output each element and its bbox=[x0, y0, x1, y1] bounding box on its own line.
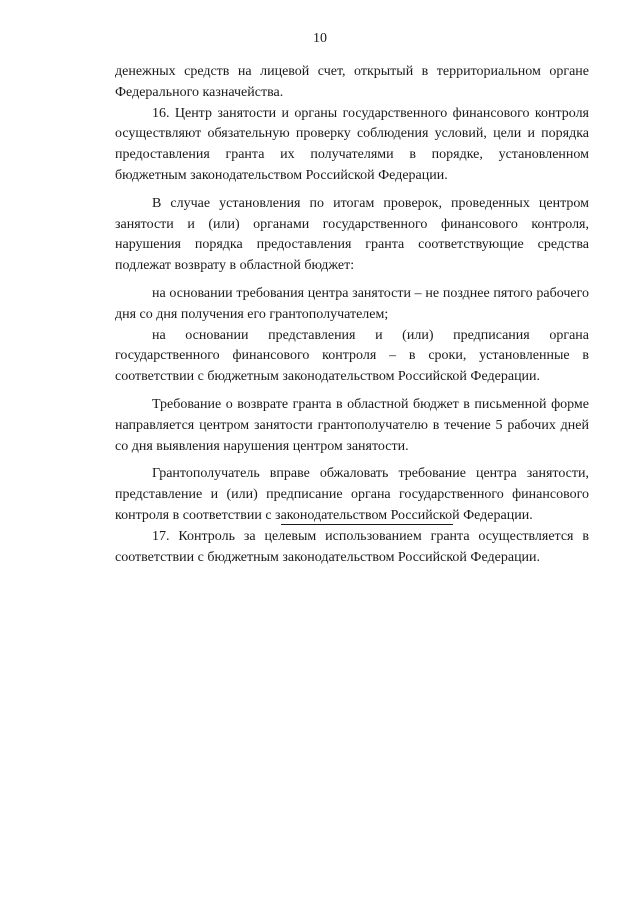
paragraph-appeal-right: Грантополучатель вправе обжаловать требование центра занятости, представление и (или) предписание органа государственного финансового контроля в соответствии с законодательством Российской Федерации. bbox=[115, 466, 589, 523]
paragraph-item-16: 16. Центр занятости и органы государственного финансового контроля осуществляют обязательную проверку соблюдения условий, цели и порядка предоставления гранта их получателями в порядке, установленном бюджетным законодательством Российской Федерации. bbox=[115, 105, 589, 183]
paragraph-violation-return: В случае установления по итогам проверок, проведенных центром занятости и (или) органами государственного финансового контроля, нарушения порядка предоставления гранта соответствующие средства подлежат возврату в областной бюджет: bbox=[115, 195, 589, 274]
paragraph-financial-control-order: на основании представления и (или) предписания органа государственного финансового контроля – в сроки, установленные в соответствии с бюджетным законодательством Российской Федерации. bbox=[115, 327, 589, 385]
paragraph-employment-center-demand: на основании требования центра занятости – не позднее пятого рабочего дня со дня получения его грантополучателем; bbox=[115, 285, 589, 322]
paragraph-continuation: денежных средств на лицевой счет, открытый в территориальном органе Федерального казначейства. bbox=[115, 64, 589, 100]
paragraph-item-17: 17. Контроль за целевым использованием гранта осуществляется в соответствии с бюджетным законодательством Российской Федерации. bbox=[115, 528, 589, 565]
end-of-document-rule bbox=[281, 524, 453, 525]
page-number: 10 bbox=[313, 31, 327, 46]
document-body bbox=[115, 62, 589, 568]
paragraph-written-demand: Требование о возврате гранта в областной бюджет в письменной форме направляется центром занятости грантополучателю в течение 5 рабочих дней со дня выявления нарушения центром занятости. bbox=[115, 396, 589, 454]
